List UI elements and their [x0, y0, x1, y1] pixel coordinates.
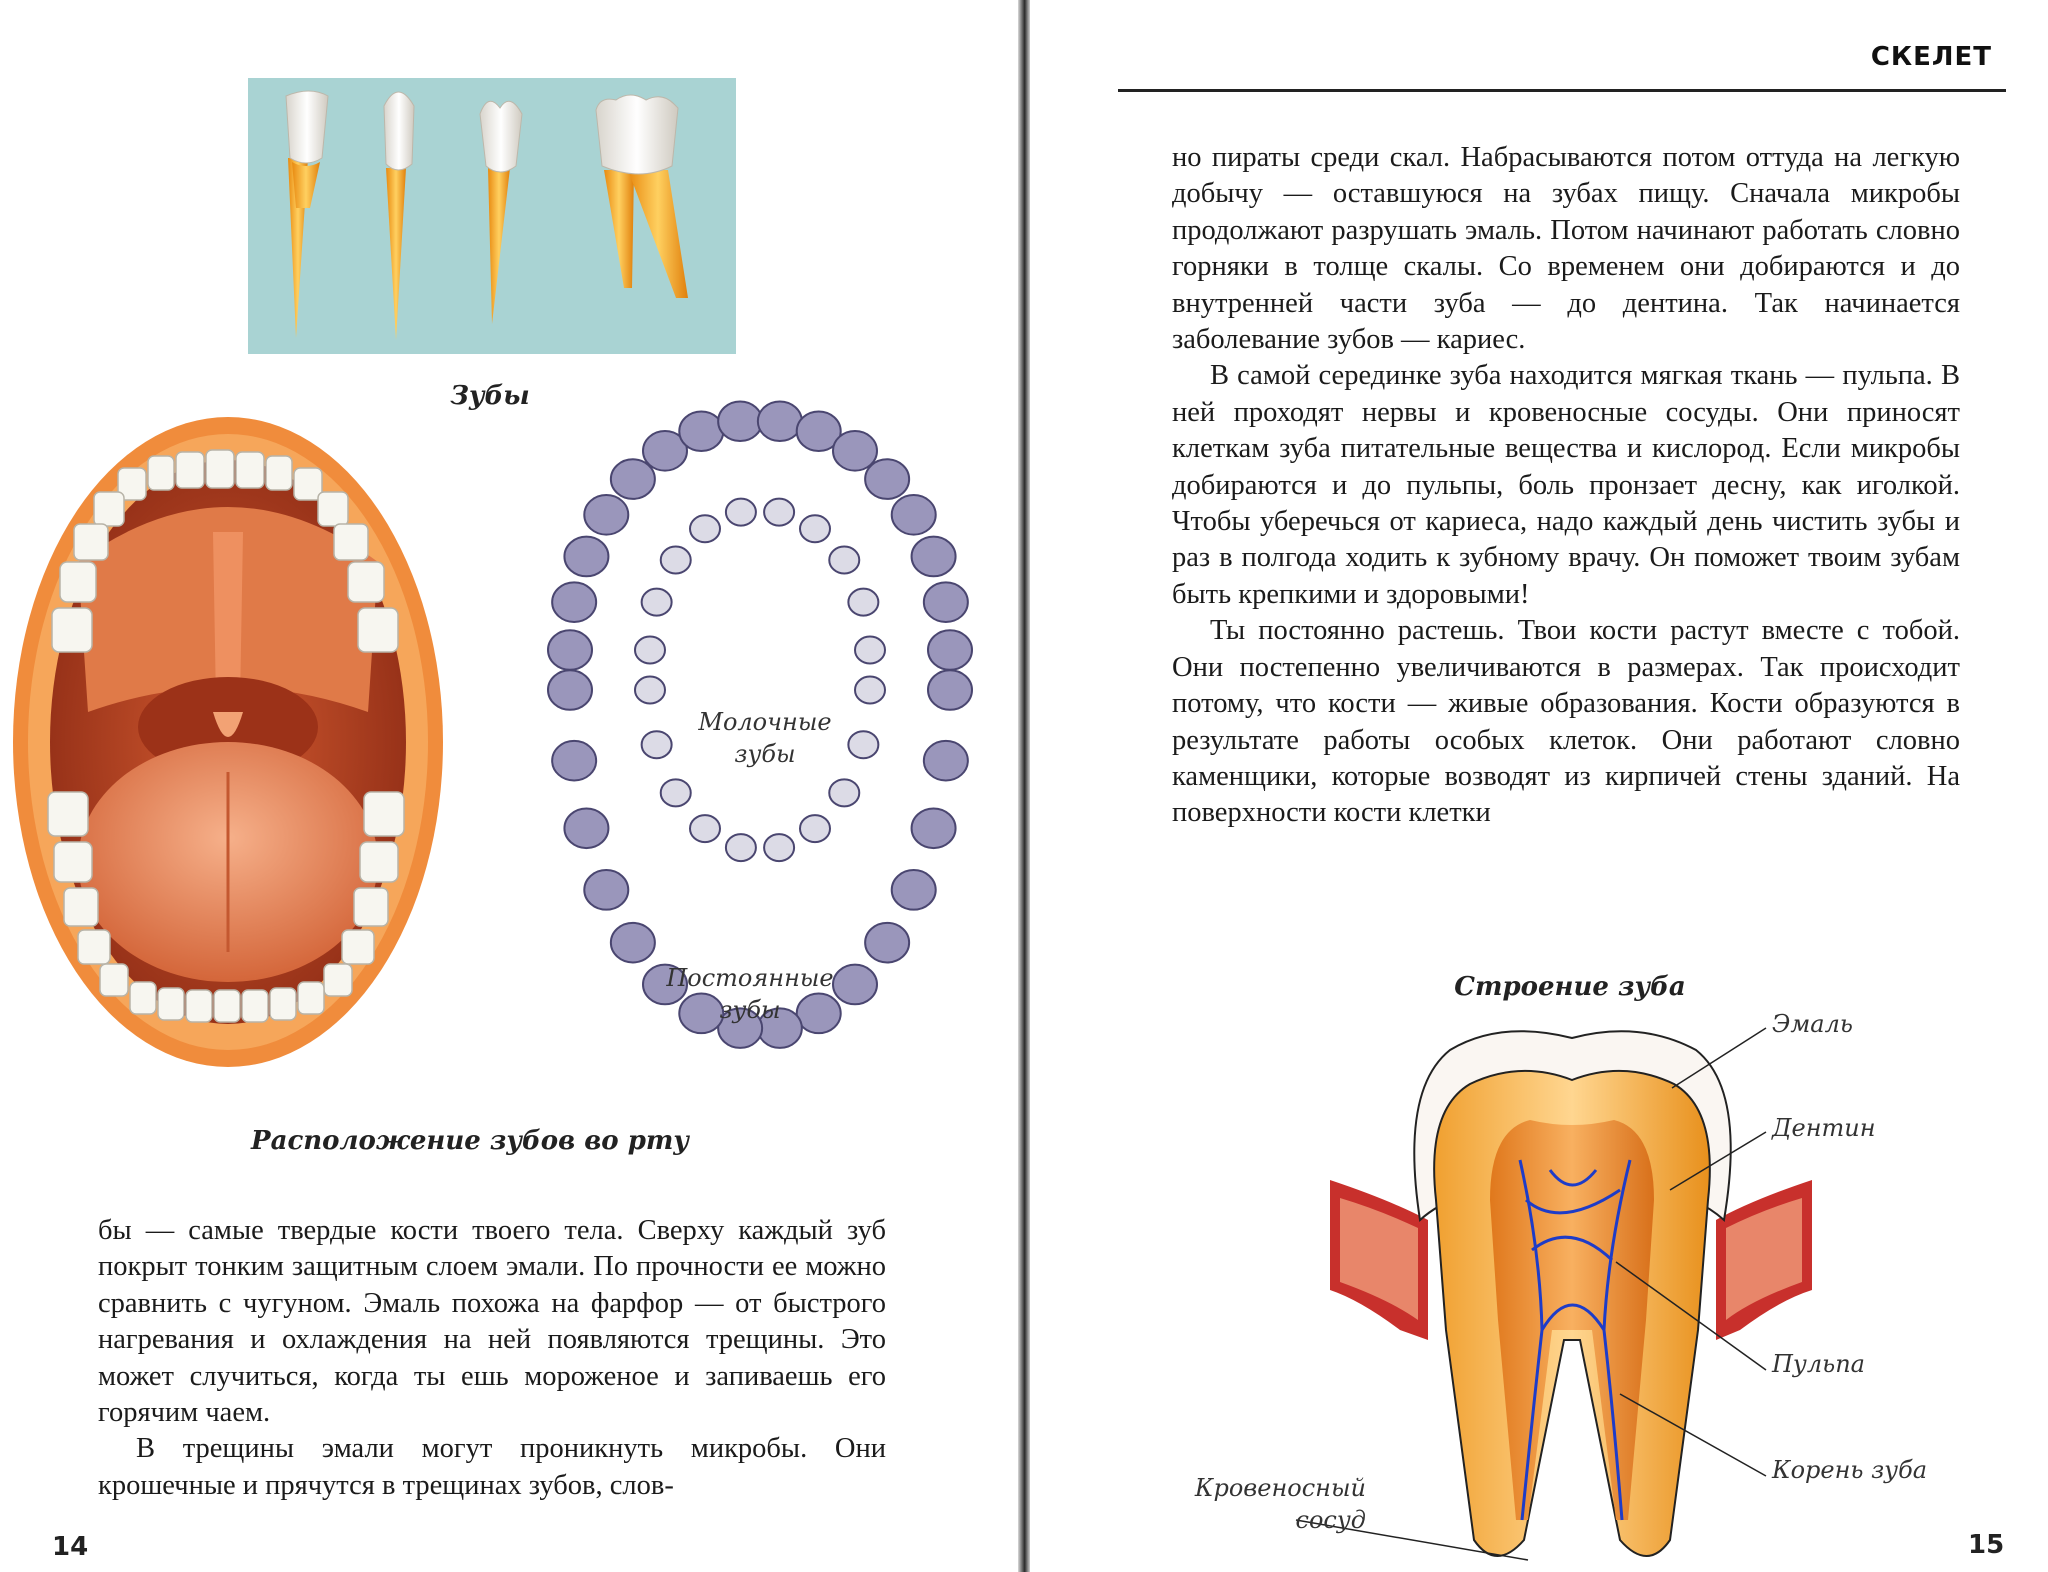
diagram-title: Строение зуба: [1454, 972, 1686, 1002]
permanent-lower-tooth: [833, 965, 877, 1005]
label-enamel: Эмаль: [1772, 1010, 1853, 1038]
permanent-lower-tooth: [865, 923, 909, 963]
milk-lower-tooth: [764, 834, 794, 861]
milk-lower-tooth: [726, 834, 756, 861]
milk-lower-tooth: [800, 815, 830, 842]
permanent-upper-tooth: [611, 459, 655, 499]
permanent-upper-tooth: [564, 537, 608, 577]
milk-lower-tooth: [635, 677, 665, 704]
left-page: [0, 0, 1018, 1572]
milk-lower-tooth: [829, 779, 859, 806]
right-paragraph-2: В самой серединке зуба находится мягкая ткань — пульпа. В ней проходят нервы и кровеносные сосуды. Они приносят клеткам зуба питательные вещества и кислород. Если микробы добираются и до пульпы, боль пронзает десну, как иголкой. Чтобы уберечься от кариеса, надо каждый день чистить зубы и раз в полгода ходить к зубному врачу. Он поможет твоим зубам быть крепкими и здоровыми!: [1172, 360, 1960, 610]
caption-permanent-line2: зубы: [719, 996, 781, 1024]
permanent-lower-tooth: [912, 808, 956, 848]
caption-milk-line1: Молочные: [698, 708, 832, 736]
right-body-text: [1172, 140, 1960, 832]
running-head: СКЕЛЕТ: [1870, 42, 1992, 72]
permanent-upper-tooth: [833, 431, 877, 471]
page-number-left: 14: [52, 1532, 89, 1562]
permanent-upper-tooth: [924, 582, 968, 622]
permanent-lower-tooth: [892, 870, 936, 910]
page-number-right: 15: [1968, 1530, 2005, 1560]
caption-milk-teeth: [690, 706, 840, 770]
book-gutter: [1018, 0, 1030, 1572]
open-mouth-illustration: [8, 412, 448, 1082]
milk-lower-tooth: [855, 677, 885, 704]
milk-lower-tooth: [661, 779, 691, 806]
permanent-upper-tooth: [758, 401, 802, 441]
label-root: Корень зуба: [1772, 1456, 1928, 1484]
permanent-upper-tooth: [548, 630, 592, 670]
permanent-upper-tooth: [718, 401, 762, 441]
milk-upper-tooth: [848, 589, 878, 616]
caption-permanent-teeth: [665, 962, 835, 1026]
label-vessel-line2: сосуд: [1295, 1506, 1366, 1534]
permanent-upper-tooth: [679, 411, 723, 451]
caption-milk-line2: зубы: [734, 740, 796, 768]
right-paragraph-3: Ты постоянно растешь. Твои кости растут вместе с тобой. Они постепенно увеличиваются в размерах. Так происходит потому, что кости — живые образования. Кости образуются в результате работы особых клеток. Они работают словно каменщики, которые возводят из кирпичей стены зданий. На поверхности кости клетки: [1172, 615, 1960, 829]
permanent-lower-tooth: [548, 670, 592, 710]
milk-upper-tooth: [800, 515, 830, 542]
left-paragraph-1: бы — самые твердые кости твоего тела. Сверху каждый зуб покрыт тонким защитным слоем эмали. По прочности ее можно сравнить с чугуном. Эмаль похожа на фарфор — от быстрого нагревания и охлаждения на ней появляются трещины. Это может случиться, когда ты ешь мороженое и запиваешь его горячим чаем.: [98, 1215, 886, 1429]
permanent-upper-tooth: [912, 537, 956, 577]
milk-lower-tooth: [690, 815, 720, 842]
permanent-lower-tooth: [611, 923, 655, 963]
milk-upper-tooth: [661, 547, 691, 574]
label-blood-vessel: [1186, 1472, 1366, 1536]
teeth-types-illustration: [248, 78, 736, 354]
permanent-upper-tooth: [928, 630, 972, 670]
left-body-text: [98, 1213, 886, 1504]
milk-upper-tooth: [829, 547, 859, 574]
label-vessel-line1: Кровеносный: [1194, 1474, 1366, 1502]
header-rule: [1118, 89, 2006, 92]
permanent-lower-tooth: [924, 741, 968, 781]
milk-upper-tooth: [855, 637, 885, 664]
permanent-lower-tooth: [584, 870, 628, 910]
permanent-lower-tooth: [564, 808, 608, 848]
caption-permanent-line1: Постоянные: [666, 964, 834, 992]
milk-upper-tooth: [726, 499, 756, 526]
milk-lower-tooth: [848, 731, 878, 758]
milk-lower-tooth: [642, 731, 672, 758]
permanent-lower-tooth: [928, 670, 972, 710]
permanent-upper-tooth: [892, 495, 936, 535]
milk-upper-tooth: [764, 499, 794, 526]
label-pulp: Пульпа: [1772, 1350, 1865, 1378]
milk-upper-tooth: [690, 515, 720, 542]
caption-teeth-location: Расположение зубов во рту: [251, 1126, 689, 1156]
left-paragraph-2: В трещины эмали могут проникнуть микробы. Они крошечные и прячутся в трещинах зубов, слов-: [98, 1433, 886, 1501]
permanent-lower-tooth: [552, 741, 596, 781]
milk-upper-tooth: [642, 589, 672, 616]
permanent-upper-tooth: [552, 582, 596, 622]
label-dentin: Дентин: [1772, 1114, 1876, 1142]
permanent-upper-tooth: [584, 495, 628, 535]
caption-teeth: Зубы: [450, 381, 530, 411]
milk-upper-tooth: [635, 637, 665, 664]
permanent-upper-tooth: [865, 459, 909, 499]
right-paragraph-1: но пираты среди скал. Набрасываются потом оттуда на легкую добычу — оставшуюся на зубах пищу. Сначала микробы продолжают разрушать эмаль. Потом начинают работать словно горняки в толще скалы. Со временем они добираются и до внутренней части зуба — до дентина. Так начинается заболевание зубов — кариес.: [1172, 142, 1960, 356]
